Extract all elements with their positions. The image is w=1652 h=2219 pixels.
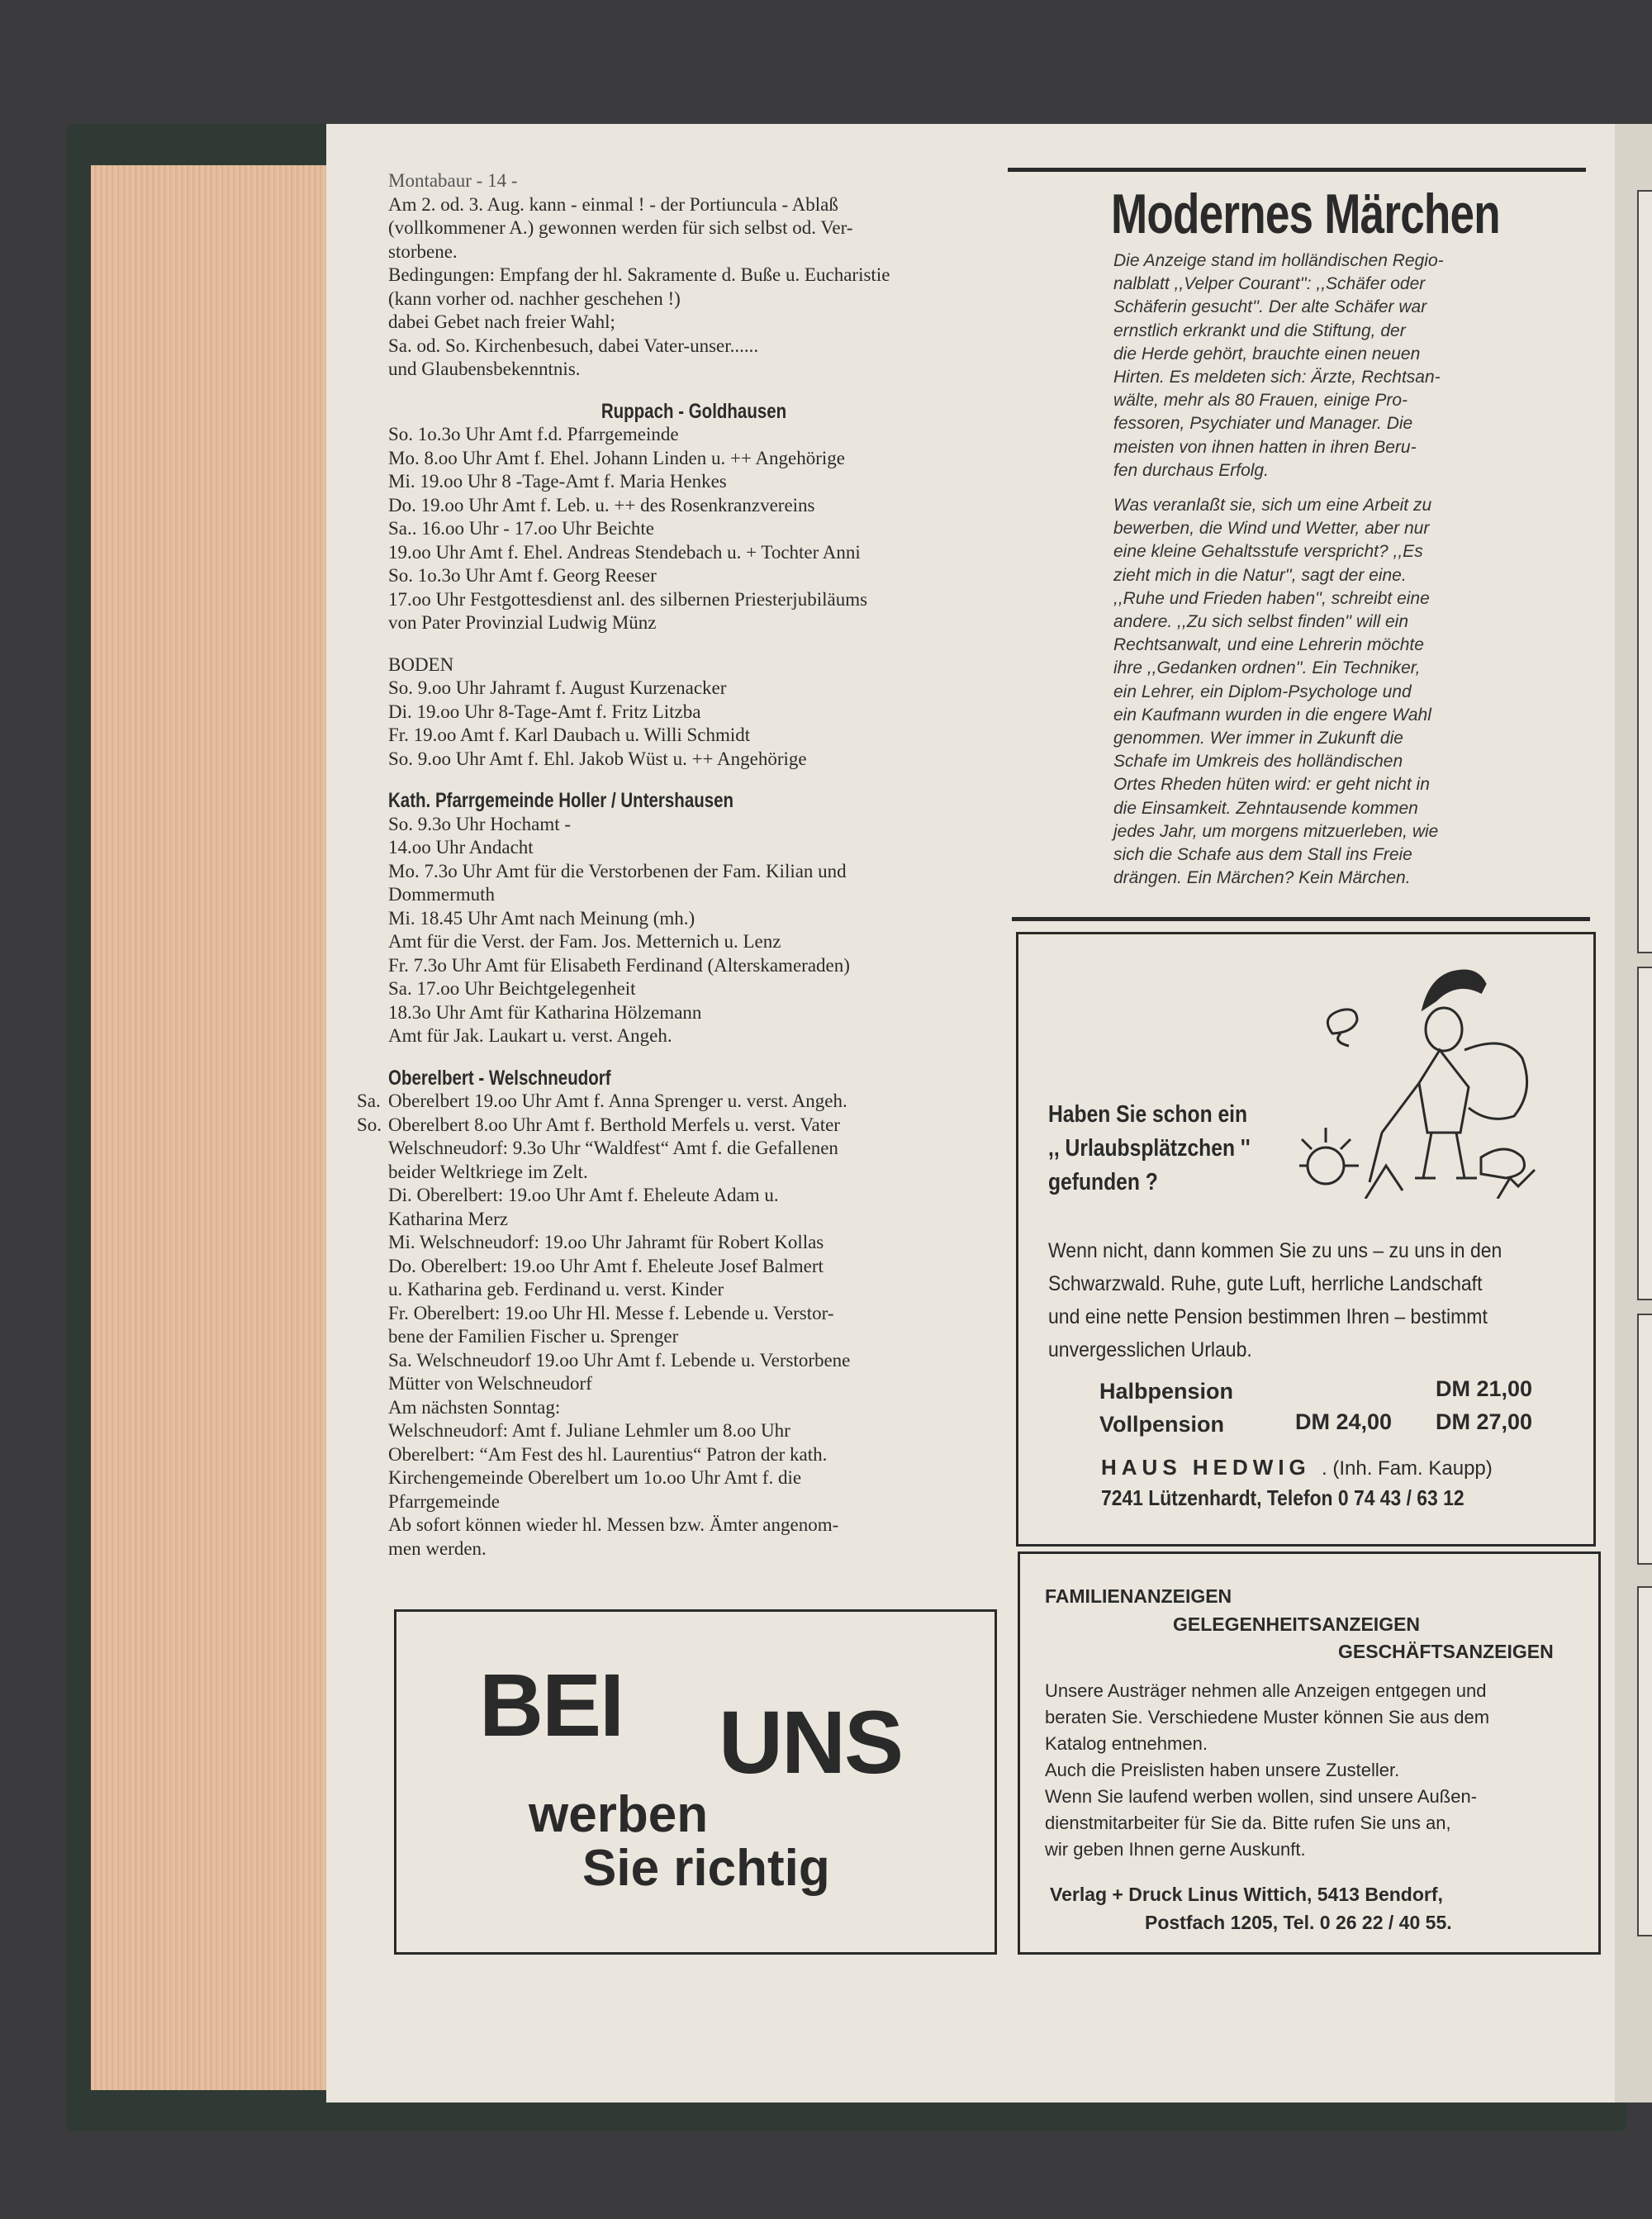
schedule-line: Do. 19.oo Uhr Amt f. Leb. u. ++ des Rosenkranzvereins [388,494,815,516]
ad-heading: FAMILIENANZEIGEN [1045,1585,1232,1607]
schedule-line: Dommermuth [388,884,496,905]
schedule-line: So. 9.oo Uhr Amt f. Ehl. Jakob Wüst u. ++ Angehörige [388,748,807,769]
day-prefix: Sa. [357,1090,381,1111]
schedule-line: von Pater Provinzial Ludwig Münz [388,612,657,633]
ad-body: Wenn nicht, dann kommen Sie zu uns – zu uns in den Schwarzwald. Ruhe, gute Luft, herrliche Landschaft und eine nette Pension bestimmen Ihren – bestimmt unvergesslichen Urlaub. [1048,1239,1502,1361]
schedule-line: Katharina Merz [388,1208,508,1229]
schedule-line: So. 9.oo Uhr Jahramt f. August Kurzenacker [388,677,727,698]
mid-rule [1012,917,1590,921]
page-edges [91,165,339,2090]
schedule-line: Mo. 8.oo Uhr Amt f. Ehel. Johann Linden u. ++ Angehörige [388,447,845,468]
schedule-line: 19.oo Uhr Amt f. Ehel. Andreas Stendebach u. + Tochter Anni [388,541,861,563]
schedule-line: beider Weltkriege im Zelt. [388,1161,588,1182]
intro-line: Bedingungen: Empfang der hl. Sakramente d. Buße u. Eucharistie [388,264,890,285]
ad-heading: GESCHÄFTSANZEIGEN [1338,1641,1554,1662]
schedule-line: Pfarrgemeinde [388,1490,500,1512]
schedule-line: 18.3o Uhr Amt für Katharina Hölzemann [388,1001,702,1023]
vollpension-label: Vollpension [1099,1412,1225,1437]
article-line: drängen. Ein Märchen? Kein Märchen. [1113,868,1411,888]
schedule-line: Welschneudorf: Amt f. Juliane Lehmler um 8.oo Uhr [388,1420,790,1441]
intro-line: und Glaubensbekenntnis. [388,359,581,379]
oberelbert-block [357,1090,999,1561]
ad-werben-text: werben [529,1786,709,1843]
article-line: genommen. Wer immer in Zukunft die [1113,729,1403,748]
intro-line: Sa. od. So. Kirchenbesuch, dabei Vater-unser...... [388,335,759,356]
article-line: Was veranlaßt sie, sich um eine Arbeit zu [1113,496,1432,516]
hotel-owner: . (Inh. Fam. Kaupp) [1322,1457,1493,1480]
schedule-line: Fr. Oberelbert: 19.oo Uhr Hl. Messe f. Lebende u. Verstor- [388,1302,834,1323]
schedule-line: Mi. 19.oo Uhr 8 -Tage-Amt f. Maria Henkes [388,471,727,492]
section-title-boden: BODEN [388,653,454,675]
schedule-line: So. 1o.3o Uhr Amt f. Georg Reeser [388,565,657,586]
schedule-line: So. 9.3o Uhr Hochamt - [388,813,572,834]
vollpension-price: DM 24,00 [1295,1409,1393,1434]
schedule-line: Welschneudorf: 9.3o Uhr “Waldfest“ Amt f. die Gefallenen [388,1138,838,1158]
schedule-line: Mo. 7.3o Uhr Amt für die Verstorbenen der Fam. Kilian und [388,860,847,881]
schedule-line: Sa. Oberelbert 19.oo Uhr Amt f. Anna Sprenger u. verst. Angeh. [388,1090,999,1114]
schedule-line: Sa. Welschneudorf 19.oo Uhr Amt f. Lebende u. Verstorbene [388,1349,851,1371]
ad-richtig-text: Sie richtig [582,1840,830,1897]
article-line: bewerben, die Wind und Wetter, aber nur [1113,519,1430,539]
article-line: Rechtsanwalt, und eine Lehrerin möchte [1113,635,1424,655]
intro-line: storbene. [388,240,458,262]
article-line: Schafe im Umkreis des holländischen [1113,752,1403,772]
schedule-line: Mütter von Welschneudorf [388,1373,592,1394]
article-line: nalblatt ,,Velper Courant'': ,,Schäfer oder [1113,274,1426,294]
article-line: ein Kaufmann wurden in die engere Wahl [1113,705,1431,725]
page-header: Montabaur - 14 - [388,170,518,191]
article-title: Modernes Märchen [1111,183,1500,245]
article-line: Hirten. Es meldeten sich: Ärzte, Rechtsan- [1113,368,1441,387]
ad-question: Haben Sie schon ein ,, Urlaubsplätzchen '' gefunden ? [1048,1101,1251,1195]
article-line: ernstlich erkrankt und die Stiftung, der [1113,321,1406,340]
schedule-line: 14.oo Uhr Andacht [388,837,534,858]
intro-line: Am 2. od. 3. Aug. kann - einmal ! - der Portiuncula - Ablaß [388,193,838,215]
schedule-line: 17.oo Uhr Festgottesdienst anl. des silbernen Priesterjubiläums [388,588,868,610]
intro-line: (vollkommener A.) gewonnen werden für sich selbst od. Ver- [388,217,853,238]
article-line: Ortes Rheden hüten wird: er geht nicht in [1113,775,1430,795]
holler-block [388,813,999,1048]
boden-block [388,677,999,771]
article-line: die Herde gehört, brauchte einen neuen [1113,344,1421,363]
top-rule [1008,168,1586,172]
article-line: ihre ,,Gedanken ordnen''. Ein Techniker, [1113,658,1421,678]
article-line: ein Lehrer, ein Diplom-Psychologe und [1113,682,1412,701]
ad-heading: GELEGENHEITSANZEIGEN [1173,1613,1421,1635]
day-prefix: So. [357,1114,382,1135]
vollpension-price-alt: DM 27,00 [1436,1409,1533,1434]
intro-line: (kann vorher od. nachher geschehen !) [388,287,681,309]
article-line: zieht mich in die Natur'', sagt der eine. [1113,565,1407,585]
church-notices-column [357,169,999,1561]
schedule-line: u. Katharina geb. Ferdinand u. verst. Kinder [388,1279,724,1300]
article-line: meisten von ihnen hatten in ihren Beru- [1113,437,1417,457]
article-body [1113,249,1543,890]
schedule-line: Sa. 17.oo Uhr Beichtgelegenheit [388,978,636,999]
ad-haus-hedwig [1016,932,1596,1547]
article-line: fen durchaus Erfolg. [1113,460,1269,480]
schedule-line: Sa.. 16.oo Uhr - 17.oo Uhr Beichte [388,518,654,539]
publisher-info: Verlag + Druck Linus Wittich, 5413 Bendorf, Postfach 1205, Tel. 0 26 22 / 40 55. [1050,1884,1452,1933]
schedule-line: men werden. [388,1537,487,1559]
hiker-illustration [1299,951,1588,1199]
article-line: Schäferin gesucht''. Der alte Schäfer war [1113,297,1427,317]
schedule-line: Am nächsten Sonntag: [388,1396,561,1418]
schedule-line: bene der Familien Fischer u. Sprenger [388,1326,679,1347]
schedule-line: Oberelbert: “Am Fest des hl. Laurentius“ Patron der kath. [388,1443,828,1465]
schedule-line: Di. 19.oo Uhr 8-Tage-Amt f. Fritz Litzba [388,701,701,722]
schedule-line: Mi. 18.45 Uhr Amt nach Meinung (mh.) [388,907,695,929]
ad-uns-text: UNS [719,1692,903,1792]
article-line: ,,Ruhe und Frieden haben'', schreibt eine [1113,588,1430,608]
halbpension-price: DM 21,00 [1436,1376,1533,1401]
section-title-holler: Kath. Pfarrgemeinde Holler / Untershausen [388,789,734,812]
hotel-address: 7241 Lützenhardt, Telefon 0 74 43 / 63 12 [1101,1485,1464,1510]
schedule-line: Amt für die Verst. der Fam. Jos. Metternich u. Lenz [388,931,781,952]
article-line: andere. ,,Zu sich selbst finden'' will ein [1113,612,1409,632]
schedule-line: Fr. 7.3o Uhr Amt für Elisabeth Ferdinand (Alterskameraden) [388,954,850,976]
article-line: fessoren, Psychiater und Manager. Die [1113,414,1413,434]
article-line: die Einsamkeit. Zehntausende kommen [1113,798,1418,818]
intro-block [388,193,999,382]
schedule-line: Mi. Welschneudorf: 19.oo Uhr Jahramt für Robert Kollas [388,1232,824,1252]
hotel-name: HAUS HEDWIG . (Inh. Fam. Kaupp) [1101,1455,1493,1480]
schedule-line: Kirchengemeinde Oberelbert um 1o.oo Uhr Amt f. die [388,1467,802,1488]
article-line: eine kleine Gehaltsstufe verspricht? ,,Es [1113,542,1423,562]
section-title-ruppach: Ruppach - Goldhausen [601,399,787,423]
ad-body: Unsere Austräger nehmen alle Anzeigen entgegen und beraten Sie. Verschiedene Muster können Sie aus dem Katalog entnehmen. Auch die Preislisten haben unsere Zusteller. Wenn Sie laufend werben wollen, sind unsere Außen- dienstmitarbeiter für Sie da. Bitte rufen Sie uns an, wir geben Ihnen gerne Auskunft. [1045,1680,1490,1860]
schedule-line: Fr. 19.oo Amt f. Karl Daubach u. Willi Schmidt [388,725,751,745]
ad-familienanzeigen [1018,1551,1601,1955]
section-title-oberelbert: Oberelbert - Welschneudorf [388,1066,611,1090]
ruppach-block [388,423,999,635]
schedule-line: So. 1o.3o Uhr Amt f.d. Pfarrgemeinde [388,424,679,444]
intro-line: dabei Gebet nach freier Wahl; [388,311,615,332]
schedule-line: Amt für Jak. Laukart u. verst. Angeh. [388,1025,672,1046]
schedule-line: So. Oberelbert 8.oo Uhr Amt f. Berthold Merfels u. verst. Vater [388,1114,999,1138]
ad-bei-text: BEI [479,1655,624,1755]
schedule-line: Do. Oberelbert: 19.oo Uhr Amt f. Eheleute Josef Balmert [388,1255,824,1276]
schedule-line: Ab sofort können wieder hl. Messen bzw. Ämter angenom- [388,1514,839,1535]
article-line: sich die Schafe aus dem Stall ins Freie [1113,845,1412,865]
ad-bei-uns [394,1609,997,1955]
schedule-line: Di. Oberelbert: 19.oo Uhr Amt f. Eheleute Adam u. [388,1185,779,1205]
article-line: wälte, mehr als 80 Frauen, einige Pro- [1113,391,1408,411]
article-line: Die Anzeige stand im holländischen Regio- [1113,251,1444,270]
halbpension-label: Halbpension [1099,1379,1234,1404]
article-line: jedes Jahr, um morgens mitzuerleben, wie [1113,821,1439,841]
